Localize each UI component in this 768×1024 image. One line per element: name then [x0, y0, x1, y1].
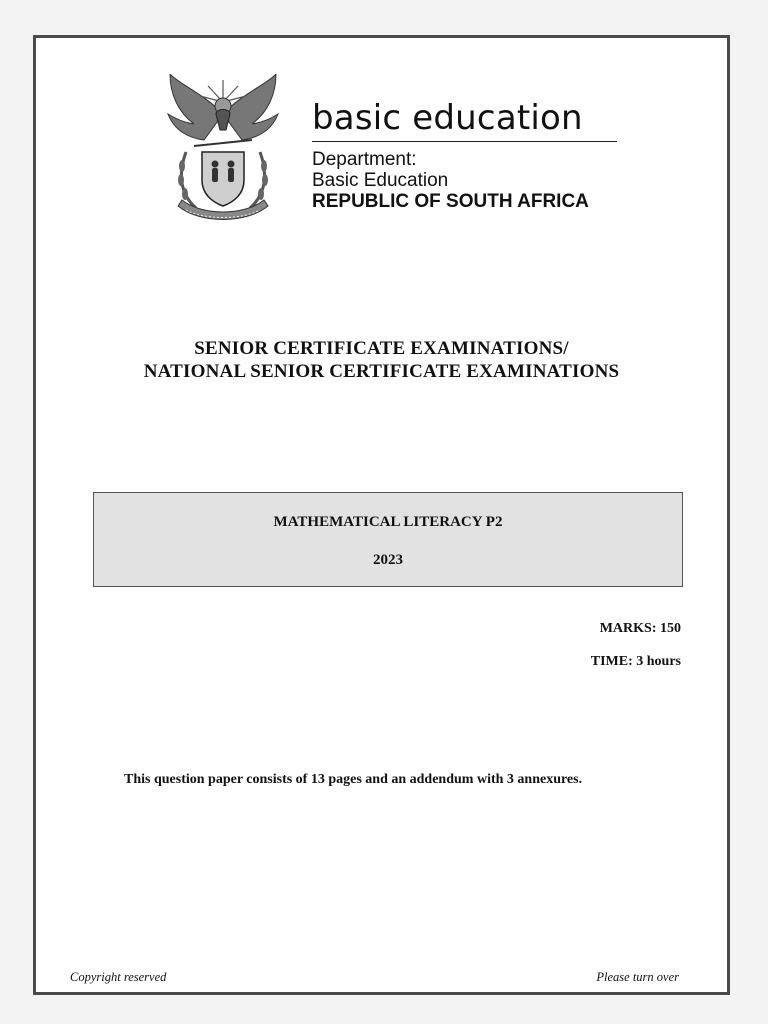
- department-name: Basic Education: [312, 170, 449, 191]
- subject-name: MATHEMATICAL LITERACY P2: [273, 514, 503, 530]
- coat-of-arms-icon: [164, 74, 282, 224]
- turn-over-footer: Please turn over: [596, 970, 679, 984]
- subject-year: 2023: [373, 552, 403, 568]
- brand-title: basic education: [312, 98, 583, 138]
- subject-box: [93, 492, 683, 587]
- exam-title-line-1: SENIOR CERTIFICATE EXAMINATIONS/: [194, 338, 569, 359]
- copyright-footer: Copyright reserved: [70, 970, 167, 984]
- department-label: Department:: [312, 149, 417, 170]
- exam-cover-page: [33, 35, 730, 995]
- paper-info-note: This question paper consists of 13 pages and an addendum with 3 annexures.: [124, 772, 583, 787]
- country-name: REPUBLIC OF SOUTH AFRICA: [312, 191, 589, 212]
- exam-title-line-2: NATIONAL SENIOR CERTIFICATE EXAMINATIONS: [143, 361, 620, 382]
- time-info: TIME: 3 hours: [590, 654, 681, 669]
- marks-info: MARKS: 150: [599, 621, 681, 636]
- brand-divider: [312, 141, 617, 142]
